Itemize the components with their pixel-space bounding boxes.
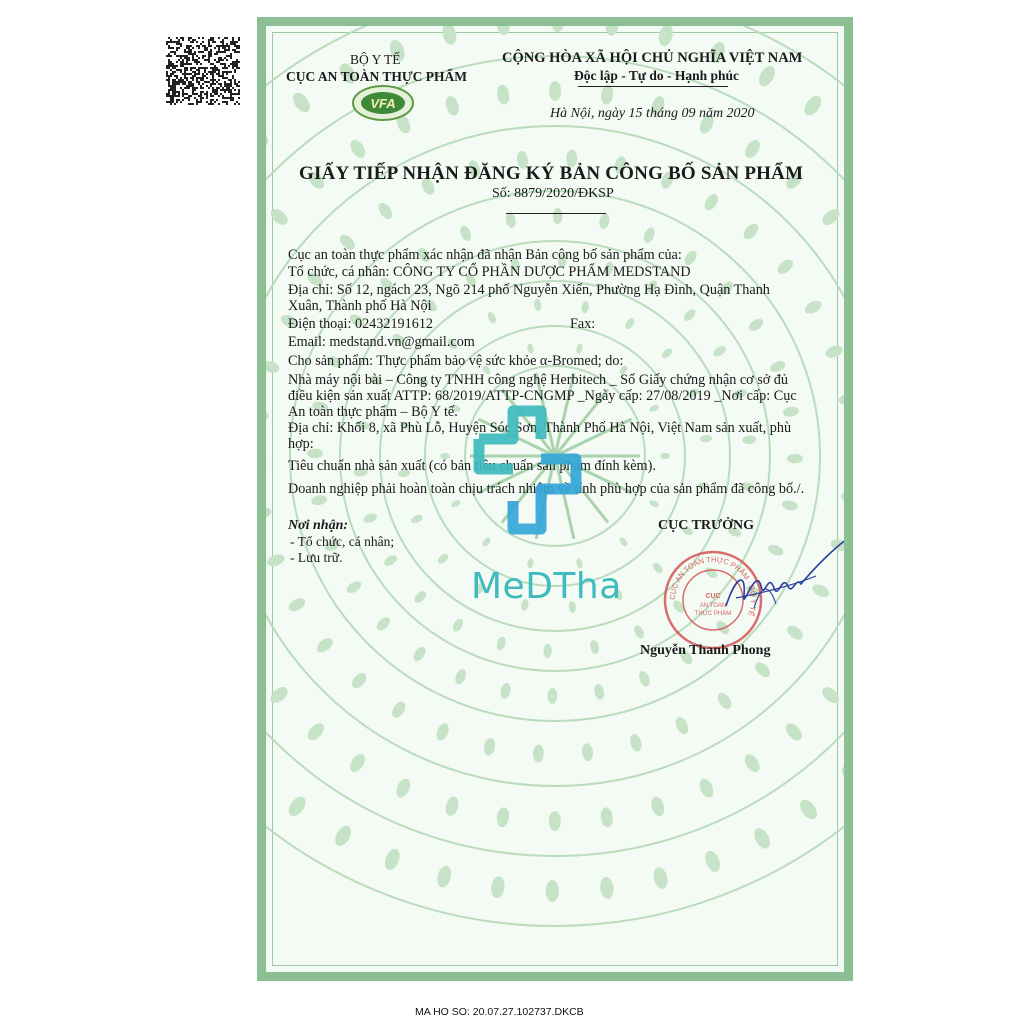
drum-motif — [490, 875, 506, 899]
drum-motif — [580, 300, 589, 313]
drum-motif — [543, 644, 552, 658]
drum-motif — [266, 506, 272, 520]
drum-motif — [266, 759, 268, 784]
drum-motif — [673, 715, 690, 736]
drum-motif — [376, 200, 395, 221]
drum-motif — [711, 344, 727, 359]
drum-motif — [266, 125, 272, 150]
drum-motif — [268, 684, 291, 706]
body-line-11: Địa chỉ: Khối 8, xã Phù Lỗ, Huyện Sóc Sơn, Thành Phố Hà Nội, Việt Nam sản xuất, phù — [288, 420, 792, 436]
signature — [706, 526, 853, 616]
drum-motif — [715, 691, 734, 712]
drum-motif — [496, 807, 511, 829]
drum-motif — [797, 797, 821, 823]
body-line-3: Địa chỉ: Số 12, ngách 23, Ngõ 214 phố Nguyễn Xiển, Phường Hạ Đình, Quận Thanh — [288, 282, 770, 298]
drum-motif — [434, 722, 451, 743]
title-underline — [506, 213, 606, 214]
drum-motif — [624, 317, 636, 331]
recipient-2: - Lưu trữ. — [290, 550, 343, 565]
national-motto: Độc lập - Tự do - Hạnh phúc — [574, 68, 740, 83]
body-line-4: Xuân, Thành phố Hà Nội — [288, 298, 432, 314]
standard-line: Tiêu chuẩn nhà sản xuất (có bản tiêu chuẩn sản phẩm đính kèm). — [288, 458, 656, 474]
drum-motif — [440, 26, 458, 46]
drum-motif — [547, 688, 557, 704]
drum-motif — [347, 751, 368, 774]
recipients-label: Nơi nhận: — [288, 518, 349, 533]
drum-motif — [553, 208, 563, 224]
drum-motif — [598, 212, 611, 230]
drum-motif — [482, 737, 496, 757]
drum-motif — [314, 635, 335, 655]
drum-motif — [412, 589, 428, 605]
drum-motif — [532, 744, 544, 763]
drum-motif — [648, 403, 660, 413]
body-line-9: điều kiện sản xuất ATTP: 68/2019/ATTP-CNGMP _Ngày cấp: 27/08/2019 _Nơi cấp: Cục — [288, 388, 797, 404]
motto-underline — [578, 86, 728, 87]
drum-motif — [787, 454, 803, 464]
signer-name: Nguyễn Thanh Phong — [640, 643, 771, 658]
drum-motif — [268, 206, 291, 228]
drum-motif — [347, 137, 368, 160]
drum-motif — [628, 733, 643, 753]
drum-motif — [775, 257, 796, 277]
drum-motif — [660, 347, 674, 360]
drum-motif — [374, 615, 392, 633]
drum-motif — [593, 683, 605, 700]
drum-motif — [819, 206, 842, 228]
agency-name: CỤC AN TOÀN THỰC PHẨM — [286, 69, 468, 84]
drum-motif — [589, 639, 600, 654]
drum-motif — [642, 226, 657, 244]
drum-motif — [840, 491, 844, 504]
document-number: Số: 8879/2020/ĐKSP — [492, 186, 614, 201]
drum-motif — [649, 795, 666, 818]
body-line-10: An toàn thực phẩm – Bộ Y tế. — [288, 404, 458, 420]
drum-motif — [781, 499, 799, 512]
drum-motif — [382, 847, 402, 872]
drum-motif — [458, 224, 473, 242]
drum-motif — [495, 636, 507, 652]
drum-motif — [345, 579, 364, 596]
drum-motif — [741, 221, 761, 242]
drum-motif — [838, 392, 844, 406]
drum-motif — [443, 795, 460, 818]
body-line-2: Tổ chức, cá nhân: CÔNG TY CỔ PHẦN DƯỢC PHẨM MEDSTAND — [288, 264, 691, 280]
drum-motif — [838, 762, 844, 787]
drum-motif — [436, 552, 450, 565]
drum-motif — [410, 513, 424, 525]
dossier-code: MA HO SO: 20.07.27.102737.DKCB — [415, 1006, 584, 1018]
ministry-name: BỘ Y TẾ — [350, 52, 401, 67]
drum-motif — [332, 823, 354, 849]
drum-motif — [599, 807, 614, 829]
drum-motif — [453, 667, 468, 685]
watermark-brand: MeDTha — [471, 566, 622, 607]
drum-motif — [382, 553, 398, 568]
drum-motif — [581, 743, 594, 762]
issue-date: Hà Nội, ngày 15 tháng 09 năm 2020 — [550, 106, 755, 121]
drum-motif — [533, 299, 542, 312]
drum-motif — [819, 684, 842, 706]
drum-motif — [600, 84, 615, 106]
drum-motif — [362, 512, 378, 524]
body-line-8: Nhà máy nội bài – Công ty TNHH công nghệ Herbitech _ Số Giấy chứng nhận cơ sở đủ — [288, 372, 788, 388]
drum-motif — [551, 26, 564, 32]
drum-motif — [742, 137, 763, 160]
drum-motif — [549, 811, 561, 831]
body-line-1: Cục an toàn thực phẩm xác nhận đã nhận Bản công bố sản phẩm của: — [288, 247, 682, 263]
drum-motif — [752, 660, 772, 680]
fax-line: Fax: — [570, 316, 596, 332]
drum-motif — [599, 876, 615, 899]
certificate — [257, 17, 853, 981]
drum-motif — [549, 81, 561, 101]
drum-motif — [266, 408, 270, 421]
vfa-logo — [348, 81, 418, 125]
drum-motif — [842, 128, 844, 153]
drum-motif — [266, 552, 286, 568]
drum-motif — [702, 192, 721, 213]
drum-motif — [305, 720, 327, 743]
drum-motif — [450, 499, 462, 509]
body-line-12: hợp: — [288, 436, 314, 452]
document-title: GIẤY TIẾP NHẬN ĐĂNG KÝ BẢN CÔNG BỐ SẢN PHẨM — [299, 163, 804, 184]
svg-text:THỰC PHẨM: THỰC PHẨM — [694, 611, 732, 617]
svg-text:VFA: VFA — [370, 96, 396, 111]
drum-motif — [702, 849, 722, 874]
drum-motif — [801, 93, 825, 119]
product-line: Cho sản phẩm: Thực phẩm bảo vệ sức khỏe α-Bromed; do: — [288, 353, 624, 369]
drum-motif — [290, 90, 314, 116]
phone-line: Điện thoại: 02432191612 — [288, 316, 434, 332]
drum-motif — [697, 776, 716, 799]
drum-motif — [286, 596, 307, 614]
drum-motif — [803, 298, 824, 316]
drum-motif — [451, 617, 465, 633]
drum-motif — [756, 63, 778, 89]
drum-motif — [266, 359, 281, 375]
drum-motif — [444, 94, 461, 117]
recipient-1: - Tổ chức, cá nhân; — [290, 534, 395, 549]
drum-motif — [546, 880, 559, 902]
drum-motif — [496, 84, 511, 106]
country-name: CỘNG HÒA XÃ HỘI CHỦ NGHĨA VIỆT NAM — [502, 50, 803, 66]
drum-motif — [648, 499, 660, 509]
drum-motif — [824, 344, 844, 360]
email-line: Email: medstand.vn@gmail.com — [288, 334, 475, 350]
drum-motif — [751, 826, 773, 852]
drum-motif — [682, 307, 698, 323]
drum-motif — [604, 26, 620, 37]
drum-motif — [742, 751, 763, 774]
drum-motif — [618, 536, 629, 548]
drum-motif — [486, 311, 498, 325]
drum-motif — [637, 670, 652, 688]
drum-motif — [495, 26, 511, 36]
drum-motif — [660, 453, 670, 459]
medtha-cross-watermark — [461, 401, 591, 543]
drum-motif — [632, 624, 646, 640]
stamp-ring-text: CỤC AN TOÀN THỰC PHẨM · BỘ Y TẾ — [667, 554, 759, 618]
drum-motif — [657, 26, 675, 48]
drum-motif — [785, 623, 806, 642]
svg-text:AN TOÀN: AN TOÀN — [699, 603, 727, 609]
drum-motif — [782, 406, 799, 418]
signer-title: CỤC TRƯỞNG — [658, 518, 755, 533]
drum-motif — [747, 316, 766, 333]
drum-motif — [349, 670, 369, 691]
svg-text:CỤC: CỤC — [705, 593, 721, 600]
drum-motif — [411, 645, 428, 664]
responsibility-line: Doanh nghiệp phải hoàn toàn chịu trách nhiệm về tính phù hợp của sản phẩm đã công bố./. — [288, 481, 805, 497]
drum-motif — [435, 864, 453, 889]
qr-code — [166, 37, 240, 105]
drum-motif — [783, 720, 805, 743]
drum-motif — [499, 682, 512, 700]
drum-motif — [285, 794, 309, 820]
drum-motif — [389, 699, 408, 720]
drum-motif — [394, 776, 413, 799]
drum-motif — [651, 866, 669, 891]
